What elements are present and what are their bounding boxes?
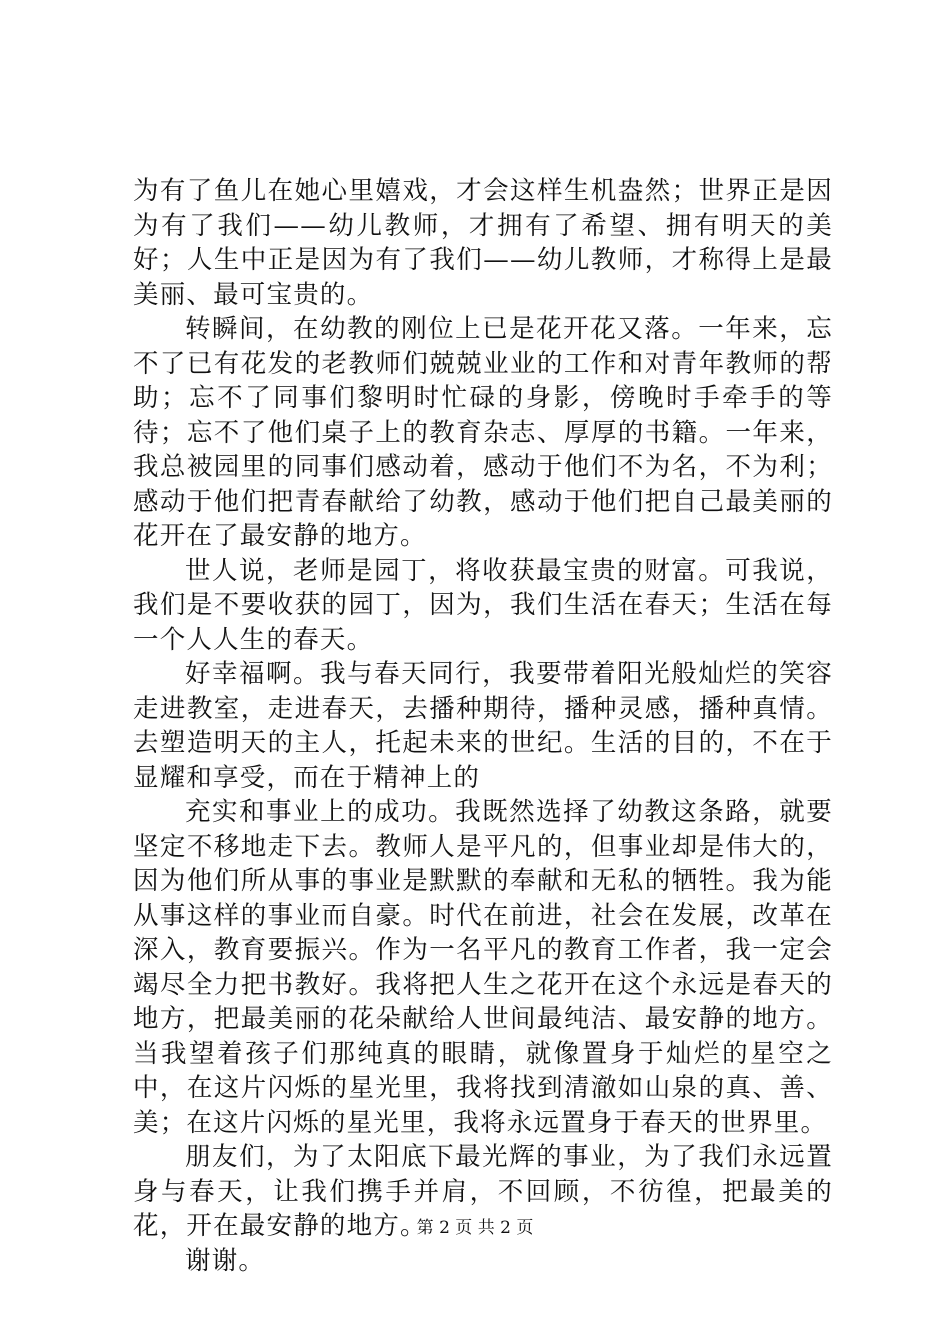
page-number-footer: 第 2 页 共 2 页 — [416, 1218, 534, 1238]
paragraph: 好幸福啊。我与春天同行，我要带着阳光般灿烂的笑容走进教室，走进春天，去播种期待，播种灵感，播种真情。去塑造明天的主人，托起未来的世纪。生活的目的，不在于显耀和享受，而在于精神上的 — [133, 659, 833, 793]
document-body — [133, 174, 833, 1278]
paragraph: 朋友们，为了太阳底下最光辉的事业，为了我们永远置身与春天，让我们携手并肩，不回顾，不彷徨，把最美的花，开在最安静的地方。 — [133, 1142, 833, 1241]
paragraph: 转瞬间，在幼教的刚位上已是花开花又落。一年来，忘不了已有花发的老教师们兢兢业业的工作和对青年教师的帮助；忘不了同事们黎明时忙碌的身影，傍晚时手牵手的等待；忘不了他们桌子上的教育杂志、厚厚的书籍。一年来，我总被园里的同事们感动着，感动于他们不为名，不为利；感动于他们把青春献给了幼教，感动于他们把自己最美丽的花开在了最安静的地方。 — [133, 314, 833, 551]
paragraph-continued: 为有了鱼儿在她心里嬉戏，才会这样生机盎然；世界正是因为有了我们——幼儿教师，才拥有了希望、拥有明天的美好；人生中正是因为有了我们——幼儿教师，才称得上是最美丽、最可宝贵的。 — [133, 176, 833, 310]
paragraph: 充实和事业上的成功。我既然选择了幼教这条路，就要坚定不移地走下去。教师人是平凡的，但事业却是伟大的，因为他们所从事的事业是默默的奉献和无私的牺牲。我为能从事这样的事业而自豪。时代在前进，社会在发展，改革在深入，教育要振兴。作为一名平凡的教育工作者，我一定会竭尽全力把书教好。我将把人生之花开在这个永远是春天的地方，把最美丽的花朵献给人世间最纯洁、最安静的地方。当我望着孩子们那纯真的眼睛，就像置身于灿烂的星空之中，在这片闪烁的星光里，我将找到清澈如山泉的真、善、美；在这片闪烁的星光里，我将永远置身于春天的世界里。 — [133, 797, 833, 1138]
closing-line: 谢谢。 — [185, 1245, 266, 1276]
paragraph: 世人说，老师是园丁，将收获最宝贵的财富。可我说，我们是不要收获的园丁，因为，我们生活在春天；生活在每一个人人生的春天。 — [133, 555, 833, 655]
